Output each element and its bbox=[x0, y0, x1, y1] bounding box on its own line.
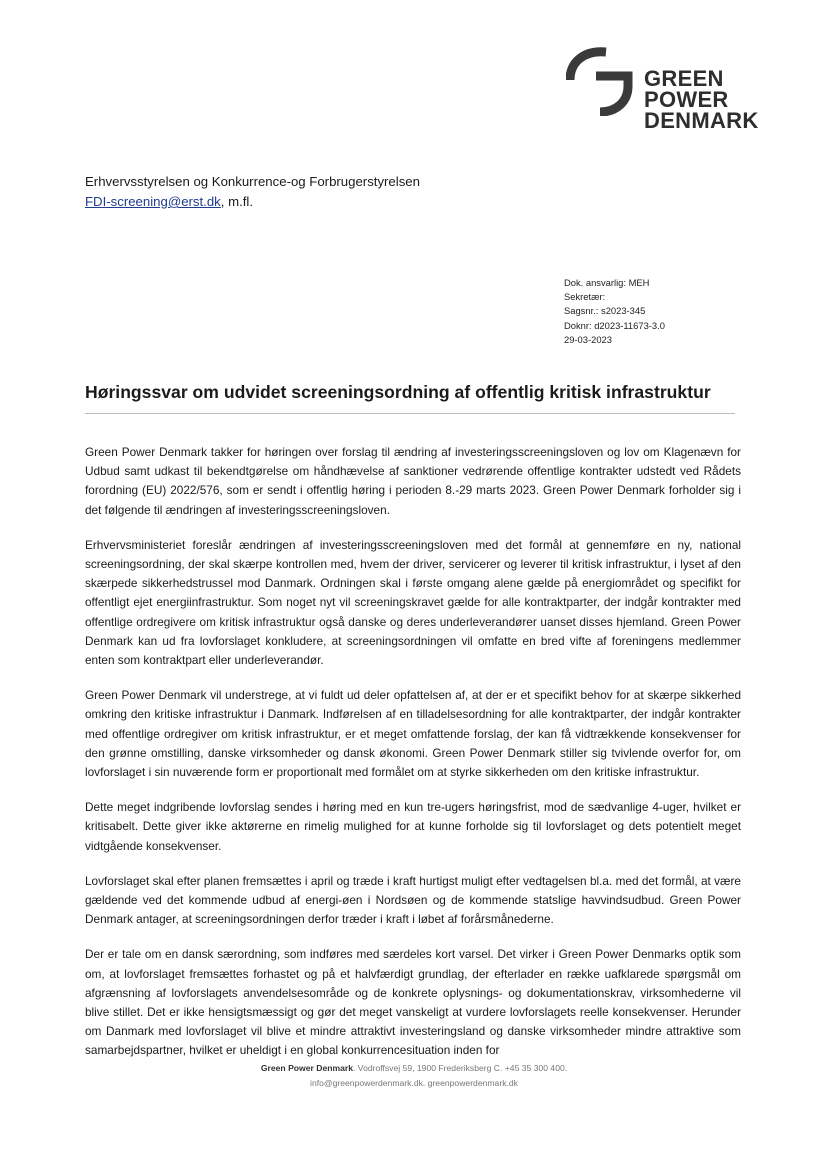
recipient-suffix: , m.fl. bbox=[220, 194, 254, 209]
recipient-contact-line bbox=[85, 192, 420, 212]
title-divider bbox=[85, 413, 735, 414]
logo-line-power: POWER bbox=[644, 87, 729, 112]
document-metadata bbox=[564, 276, 665, 347]
body-paragraph-4: Dette meget indgribende lovforslag sendes i høring med en kun tre-ugers høringsfrist, mod de sædvanlige 4-uger, hvilket er kritisabelt. Dette giver ikke aktørerne en rimelig mulighed for at kunne forholde sig til lovforslaget og dets potentielt meget vidtgående konsekvenser. bbox=[85, 800, 741, 853]
meta-secretary: Sekretær: bbox=[564, 291, 606, 303]
body-paragraph-2: Erhvervsministeriet foreslår ændringen af investeringsscreeningsloven med det formål at gennemføre en ny, national screeningsordning, der skal skærpe kontrollen med, hvem der driver, servicerer og leverer til kritisk infrastruktur, i lyset af den skærpede sikkerhedstrussel mod Danmark. Ordningen skal i første omgang alene gælde på energiområdet og specifikt for offentligt ejet energiinfrastruktur. Som noget nyt vil screeningskravet gælde for alle kontraktparter, der indgår kontrakter med offentlige ordregivere om kritisk infrastruktur også danske og deres underleverandører uanset disses hjemland. Green Power Denmark kan ud fra lovforslaget konkludere, at screeningsordningen vil omfatte en bred vifte af foreningens medlemmer enten som kontraktpart eller underleverandør. bbox=[85, 537, 741, 668]
body-paragraph-1: Green Power Denmark takker for høringen over forslag til ændring af investeringsscreeningsloven og lov om Klagenævn for Udbud samt udkast til bekendtgørelse om håndhævelse af sanktioner vedrørende offentlige kontrakter udstedt ved Rådets forordning (EU) 2022/576, som er sendt i offentlig høring i perioden 8.-29 marts 2023. Green Power Denmark forholder sig i det følgende til ændringen af investeringsscreeningsloven. bbox=[85, 445, 741, 517]
green-power-logo-mark-icon bbox=[566, 46, 638, 116]
page-footer bbox=[0, 1061, 828, 1091]
recipient-email-link[interactable]: FDI-screening@erst.dk bbox=[85, 194, 221, 209]
footer-address-line bbox=[0, 1061, 828, 1076]
document-body bbox=[85, 443, 741, 1077]
meta-date: 29-03-2023 bbox=[564, 333, 612, 345]
logo-line-green: GREEN bbox=[644, 66, 724, 91]
meta-responsible: Dok. ansvarlig: MEH bbox=[564, 277, 650, 288]
footer-contact: info@greenpowerdenmark.dk. greenpowerdenmark.dk bbox=[310, 1078, 518, 1088]
body-paragraph-6: Der er tale om en dansk særordning, som indføres med særdeles kort varsel. Det virker i Green Power Denmarks optik som om, at lovforslaget fremsættes forhastet og på et halvfærdigt grundlag, der efterlader en række uafklarede spørgsmål om afgrænsning af lovforslagets anvendelsesområde og de konkrete oplysnings- og dokumentationskrav, virksomhederne vil blive stillet. Det er ikke hensigtsmæssigt og gør det meget vanskeligt at vurdere lovforslagets reelle konsekvenser. Herunder om Danmark med lovforslaget vil blive et mindre attraktivt investeringsland og danske virksomheder mindre attraktive som samarbejdspartner, hvilket er uheldigt i en global konkurrencesituation inden for bbox=[85, 947, 741, 1058]
recipient-block bbox=[85, 172, 420, 212]
body-paragraph-3: Green Power Denmark vil understrege, at vi fuldt ud deler opfattelsen af, at der er et specifikt behov for at skærpe sikkerhed omkring den kritiske infrastruktur i Danmark. Indførelsen af en tilladelsesordning for alle kontraktparter, der indgår kontrakter med offentlige ordregiver om kritisk infrastruktur, er et meget omfattende forslag, der kan få vidtrækkende konsekvenser for den grønne omstilling, danske virksomheder og dansk økonomi. Green Power Denmark stiller sig tvivlende overfor for, om lovforslaget i sin nuværende form er proportionalt med formålet om at styrke sikkerheden om den kritiske infrastruktur. bbox=[85, 688, 741, 780]
meta-document-number: Doknr: d2023-11673-3.0 bbox=[564, 319, 665, 331]
logo-line-denmark: DENMARK bbox=[644, 108, 759, 133]
document-title: Høringssvar om udvidet screeningsordning af offentlig kritisk infrastruktur bbox=[85, 382, 711, 402]
body-paragraph-5: Lovforslaget skal efter planen fremsættes i april og træde i kraft hurtigst muligt efter vedtagelsen bl.a. med det formål, at være gældende ved det kommende udbud af energi-øen i Nordsøen og de kommende statslige havvindsudbud. Green Power Denmark antager, at screeningsordningen derfor træder i kraft i løbet af forårsmånederne. bbox=[85, 873, 741, 927]
recipient-name: Erhvervsstyrelsen og Konkurrence-og Forbrugerstyrelsen bbox=[85, 174, 420, 189]
footer-address: . Vodroffsvej 59, 1900 Frederiksberg C. +45 35 300 400. bbox=[353, 1063, 568, 1073]
company-logo bbox=[566, 46, 776, 142]
footer-brand: Green Power Denmark bbox=[260, 1063, 354, 1073]
logo-wordmark bbox=[644, 68, 759, 131]
meta-case-number: Sagsnr.: s2023-345 bbox=[564, 305, 646, 317]
